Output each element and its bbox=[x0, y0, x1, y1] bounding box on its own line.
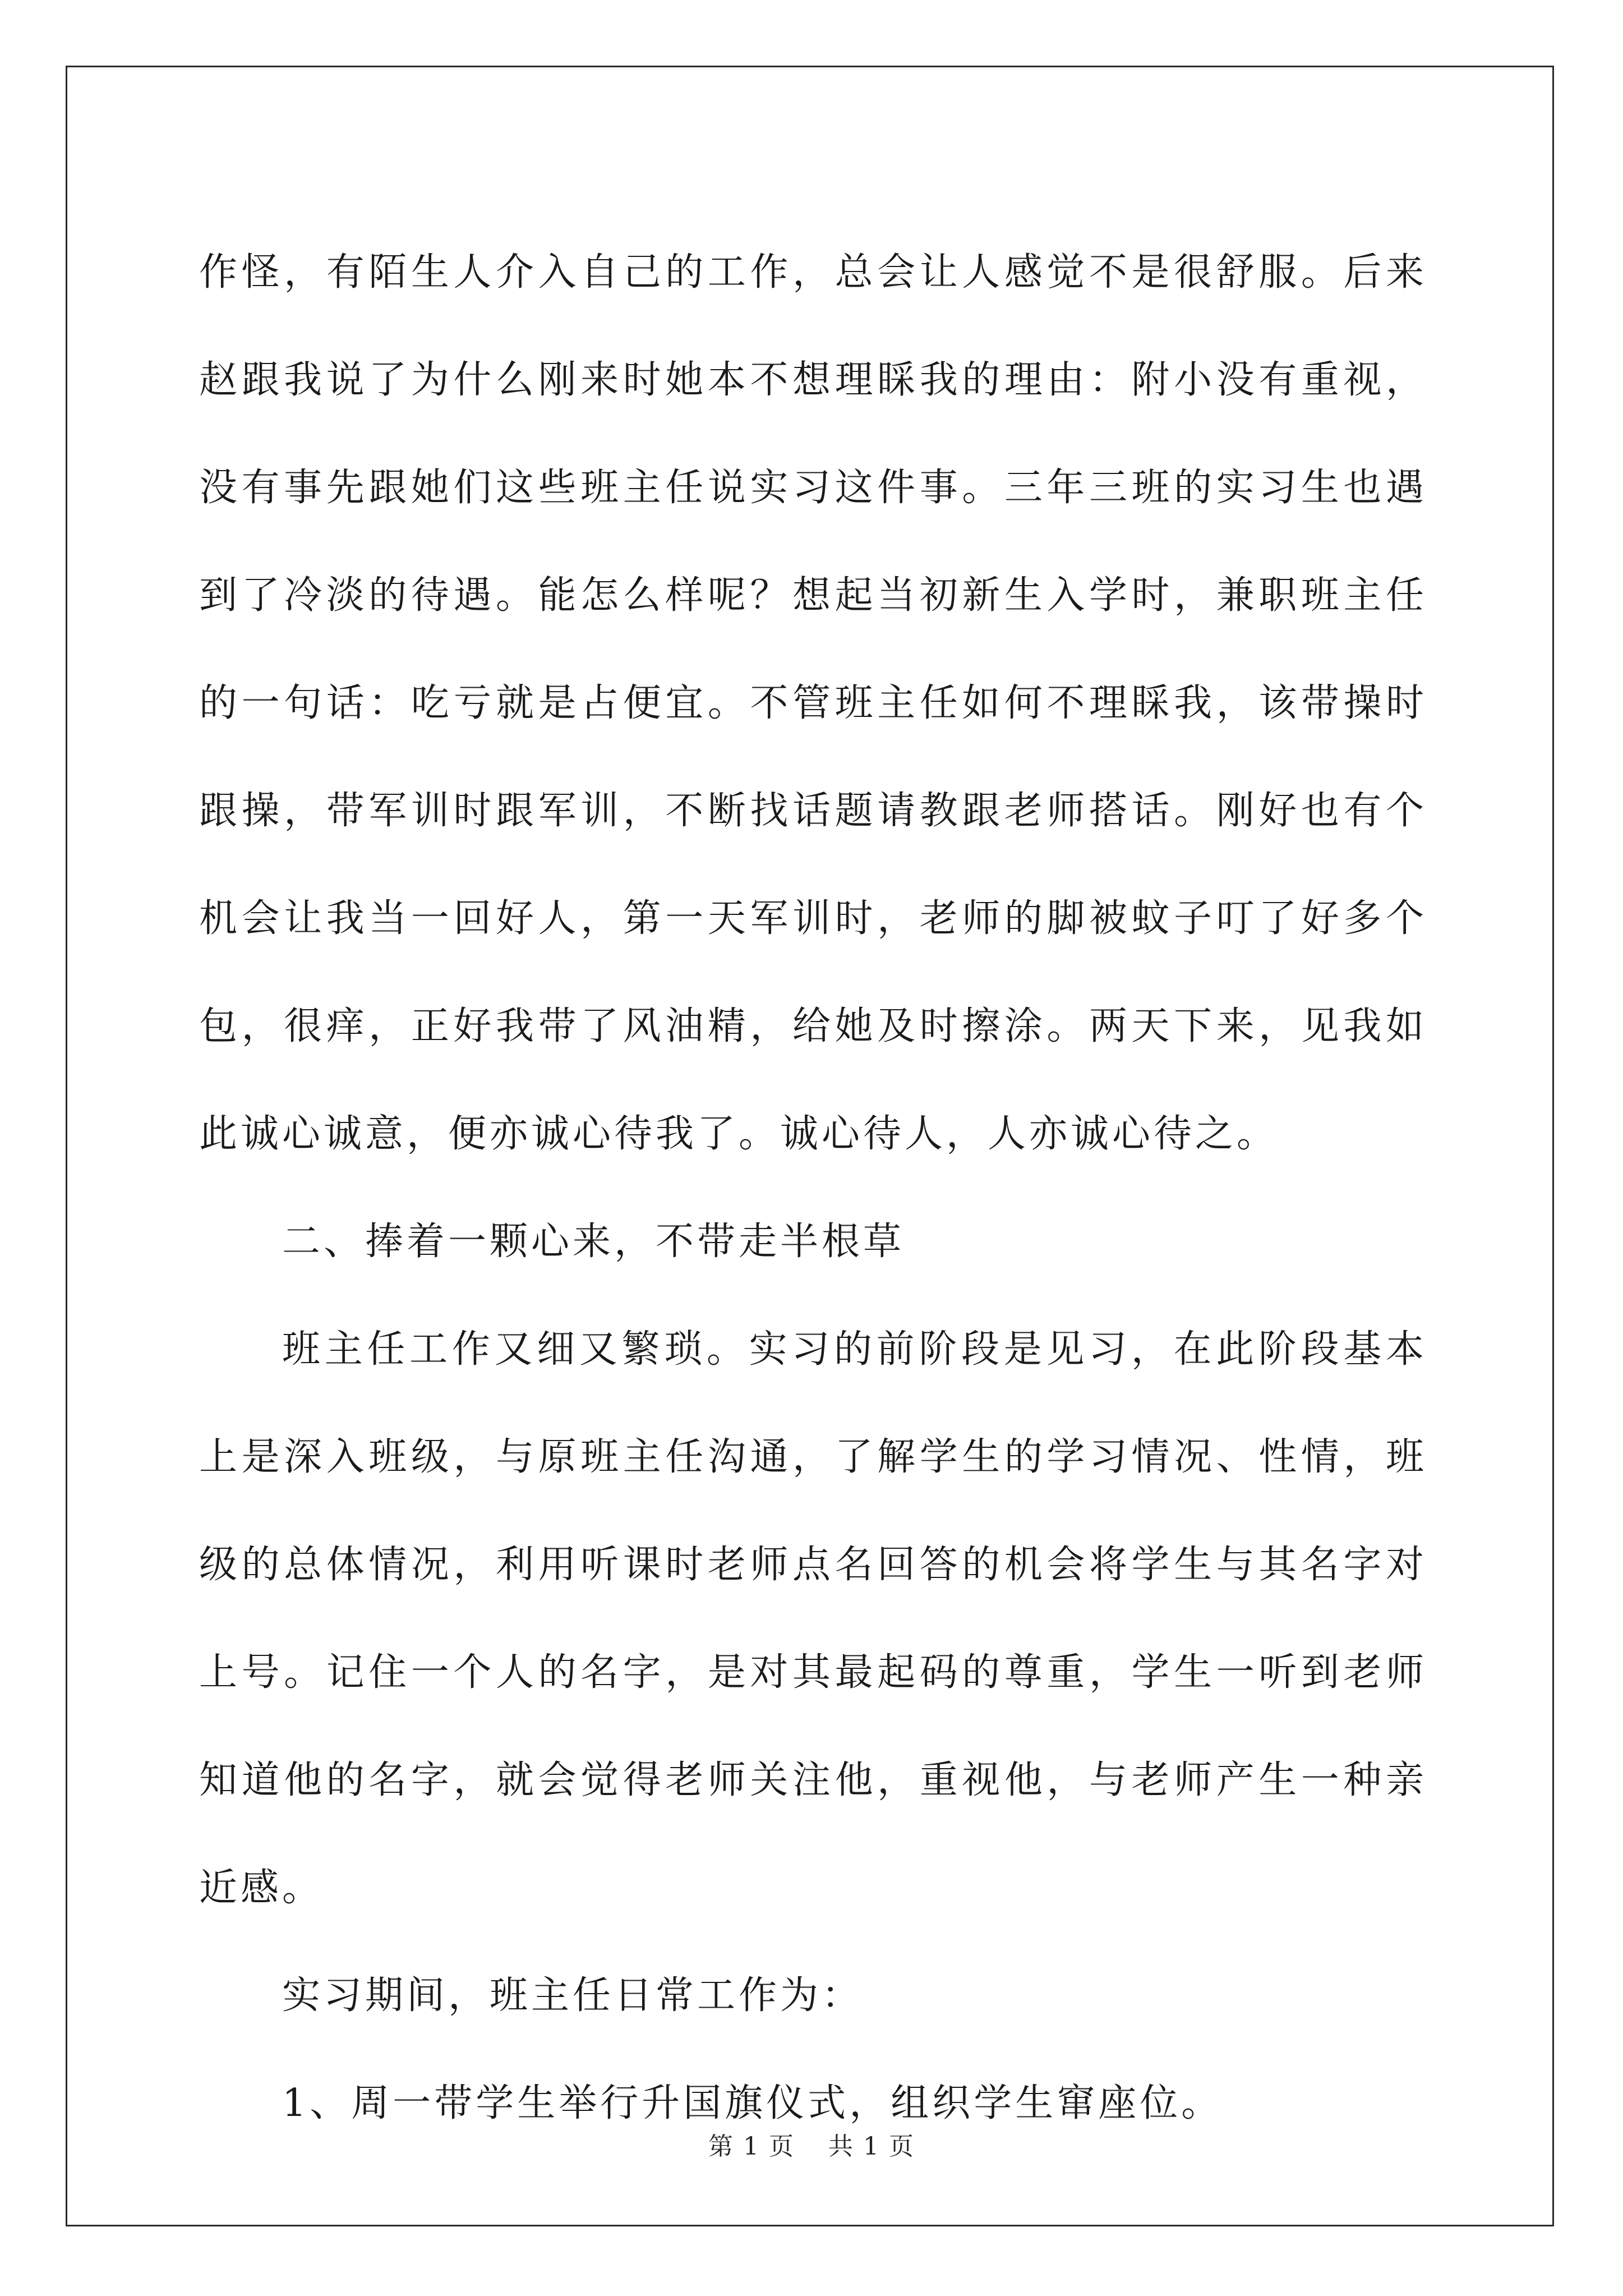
page-footer bbox=[0, 2126, 1623, 2162]
section-heading: 二、捧着一颗心来，不带走半根草 bbox=[282, 1220, 905, 1264]
page-total: 共 1 页 bbox=[828, 2132, 915, 2161]
paragraph-daily-work-intro: 实习期间，班主任日常工作为： bbox=[282, 1973, 864, 2018]
paragraph-continuation: 作怪，有陌生人介入自己的工作，总会让人感觉不是很舒服。后来赵跟我说了为什么刚来时她本不想理睬我的理由：附小没有重视，没有事先跟她们这些班主任说实习这件事。三年三班的实习生也遇到了冷淡的待遇。能怎么样呢？想起当初新生入学时，兼职班主任的一句话：吃亏就是占便宜。不管班主任如何不理睬我，该带操时跟操，带军训时跟军训，不断找话题请教跟老师搭话。刚好也有个机会让我当一回好人，第一天军训时，老师的脚被蚊子叮了好多个包，很痒，正好我带了风油精，给她及时擦涂。两天下来，见我如此诚心诚意，便亦诚心待我了。诚心待人，人亦诚心待之。 bbox=[199, 250, 1427, 1156]
document-body bbox=[199, 219, 1427, 2157]
paragraph-class-teacher-work: 班主任工作又细又繁琐。实习的前阶段是见习，在此阶段基本上是深入班级，与原班主任沟通，了解学生的学习情况、性情，班级的总体情况，利用听课时老师点名回答的机会将学生与其名字对上号。记住一个人的名字，是对其最起码的尊重，学生一听到老师知道他的名字，就会觉得老师关注他，重视他，与老师产生一种亲近感。 bbox=[199, 1327, 1427, 1910]
list-item-1: 1、周一带学生举行升国旗仪式，组织学生窜座位。 bbox=[282, 2081, 1223, 2125]
page-number: 第 1 页 bbox=[708, 2132, 795, 2161]
